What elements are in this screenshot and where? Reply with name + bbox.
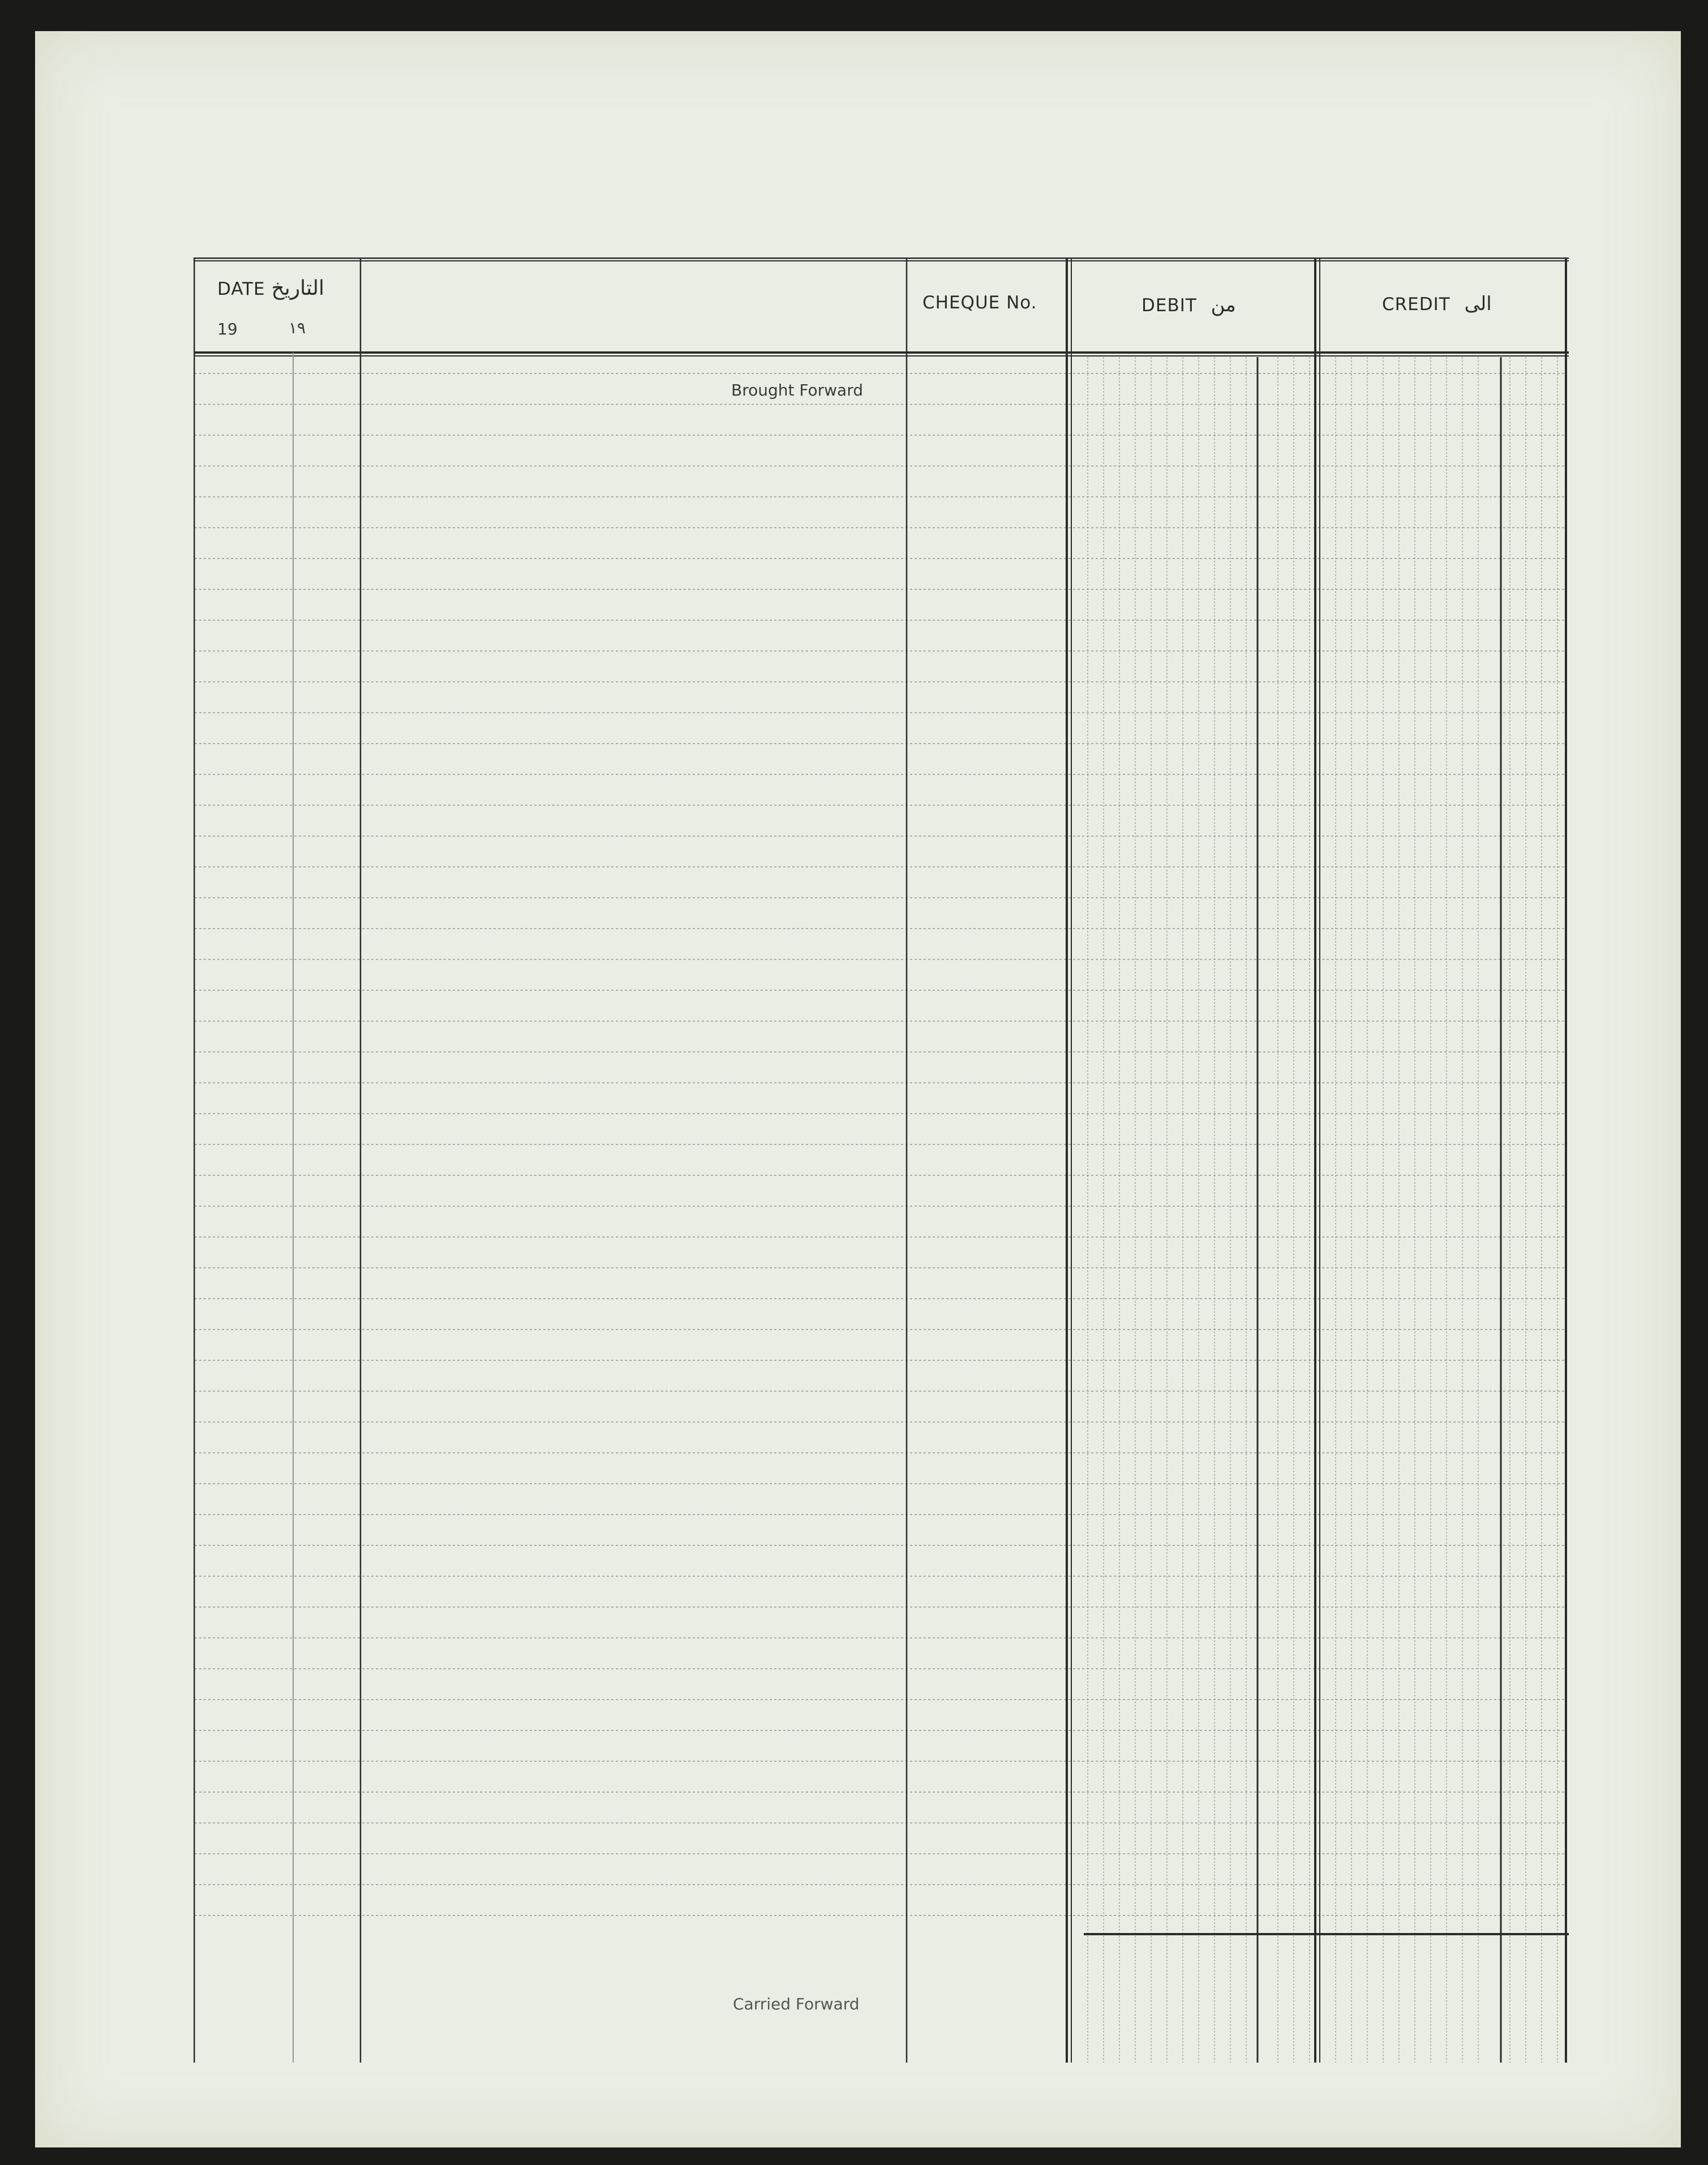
brought-forward-label: Brought Forward bbox=[731, 381, 863, 400]
carried-forward-label: Carried Forward bbox=[733, 1995, 860, 2013]
debit-header bbox=[1141, 294, 1236, 316]
ledger-form bbox=[194, 257, 1569, 2063]
date-label-arabic: التاريخ bbox=[271, 277, 324, 300]
date-header bbox=[217, 277, 324, 300]
credit-label-arabic: الى bbox=[1464, 293, 1492, 315]
credit-header bbox=[1382, 293, 1492, 315]
year-prefix: 19 bbox=[217, 320, 238, 338]
cheque-number-header: CHEQUE No. bbox=[922, 293, 1037, 313]
debit-label: DEBIT bbox=[1141, 295, 1197, 316]
debit-label-arabic: من bbox=[1211, 294, 1236, 316]
ledger-paper bbox=[35, 31, 1681, 2147]
ledger-grid bbox=[194, 257, 1569, 2063]
year-prefix-arabic: ١٩ bbox=[289, 319, 306, 337]
credit-label: CREDIT bbox=[1382, 294, 1450, 315]
date-label: DATE bbox=[217, 279, 265, 299]
